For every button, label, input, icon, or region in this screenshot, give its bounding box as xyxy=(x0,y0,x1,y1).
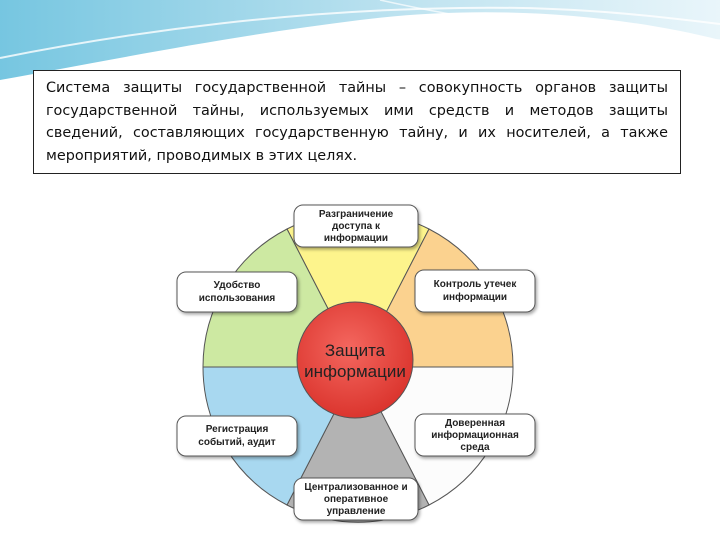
box-centralized-management xyxy=(294,478,418,520)
box-usability-line2: использования xyxy=(198,293,276,304)
box-event-audit xyxy=(177,416,297,456)
definition-rest: – совокупность органов защиты государственной тайны, используемых ими средств и методов защиты сведений, составляющих государственную тайну, и их носителей, а также мероприятий, проводимых в этих целях. xyxy=(46,80,668,164)
box-leak-control-line2: информации xyxy=(442,292,508,303)
center-label-line2: информации xyxy=(304,362,406,381)
box-trusted-environment xyxy=(415,414,535,456)
box-centralized-management-line1: Централизованное и xyxy=(304,482,408,493)
center-label-line1: Защита xyxy=(324,341,386,360)
box-leak-control-line1: Контроль утечек xyxy=(433,279,517,290)
box-centralized-management-line2: оперативное xyxy=(323,494,389,505)
box-centralized-management-line3: управление xyxy=(326,506,386,517)
center-circle xyxy=(297,302,413,418)
box-access-control-line3: информации xyxy=(323,233,389,244)
box-trusted-environment-line2: информационная xyxy=(431,430,519,441)
box-trusted-environment-line1: Доверенная xyxy=(444,418,506,429)
definition-term: Система защиты государственной тайны xyxy=(46,80,387,96)
box-access-control-line2: доступа к xyxy=(332,221,380,232)
box-event-audit-line1: Регистрация xyxy=(205,424,269,435)
box-usability xyxy=(177,272,297,312)
box-trusted-environment-line3: среда xyxy=(460,442,490,453)
box-leak-control xyxy=(415,270,535,312)
box-access-control xyxy=(294,205,418,247)
center-circle-group xyxy=(297,302,413,418)
box-event-audit-line2: событий, аудит xyxy=(198,437,276,448)
box-usability-line1: Удобство xyxy=(213,280,261,291)
box-access-control-line1: Разграничение xyxy=(318,209,394,220)
